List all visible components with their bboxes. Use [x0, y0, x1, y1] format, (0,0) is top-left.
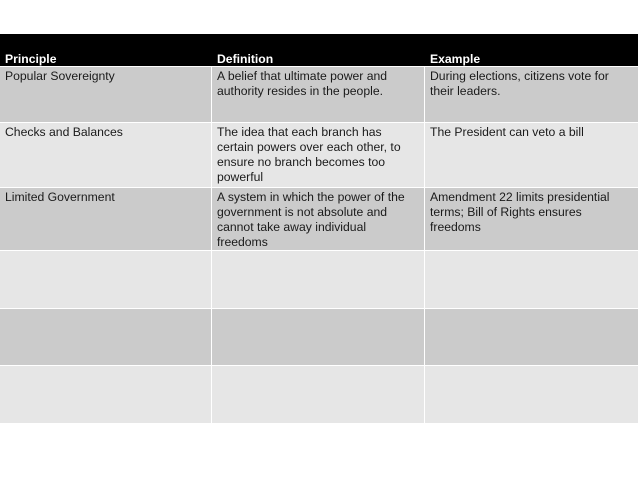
definition-cell — [212, 309, 425, 365]
header-example: Example — [425, 34, 638, 66]
header-definition: Definition — [212, 34, 425, 66]
definition-cell: A system in which the power of the government is not absolute and cannot take away individual freedoms — [212, 188, 425, 250]
principle-cell — [0, 366, 212, 423]
definition-cell — [212, 366, 425, 423]
example-cell — [425, 251, 638, 308]
example-cell — [425, 366, 638, 423]
table-row — [0, 123, 638, 188]
table-row — [0, 67, 638, 123]
principle-cell: Checks and Balances — [0, 123, 212, 187]
header-principle: Principle — [0, 34, 212, 66]
table-row — [0, 309, 638, 366]
principle-cell — [0, 251, 212, 308]
table-row — [0, 251, 638, 309]
definition-cell: A belief that ultimate power and authority resides in the people. — [212, 67, 425, 122]
definition-cell: The idea that each branch has certain powers over each other, to ensure no branch becomes too powerful — [212, 123, 425, 187]
table-header-row — [0, 34, 638, 67]
principles-table — [0, 34, 638, 424]
example-cell: During elections, citizens vote for their leaders. — [430, 69, 609, 98]
example-cell: Amendment 22 limits presidential terms; Bill of Rights ensures freedoms — [430, 190, 610, 234]
definition-cell — [212, 251, 425, 308]
table-row — [0, 188, 638, 251]
example-cell: The President can veto a bill — [430, 125, 584, 139]
principle-cell: Limited Government — [0, 188, 212, 250]
principle-cell — [0, 309, 212, 365]
example-cell — [425, 309, 638, 365]
table-row — [0, 366, 638, 424]
principle-cell: Popular Sovereignty — [0, 67, 212, 122]
